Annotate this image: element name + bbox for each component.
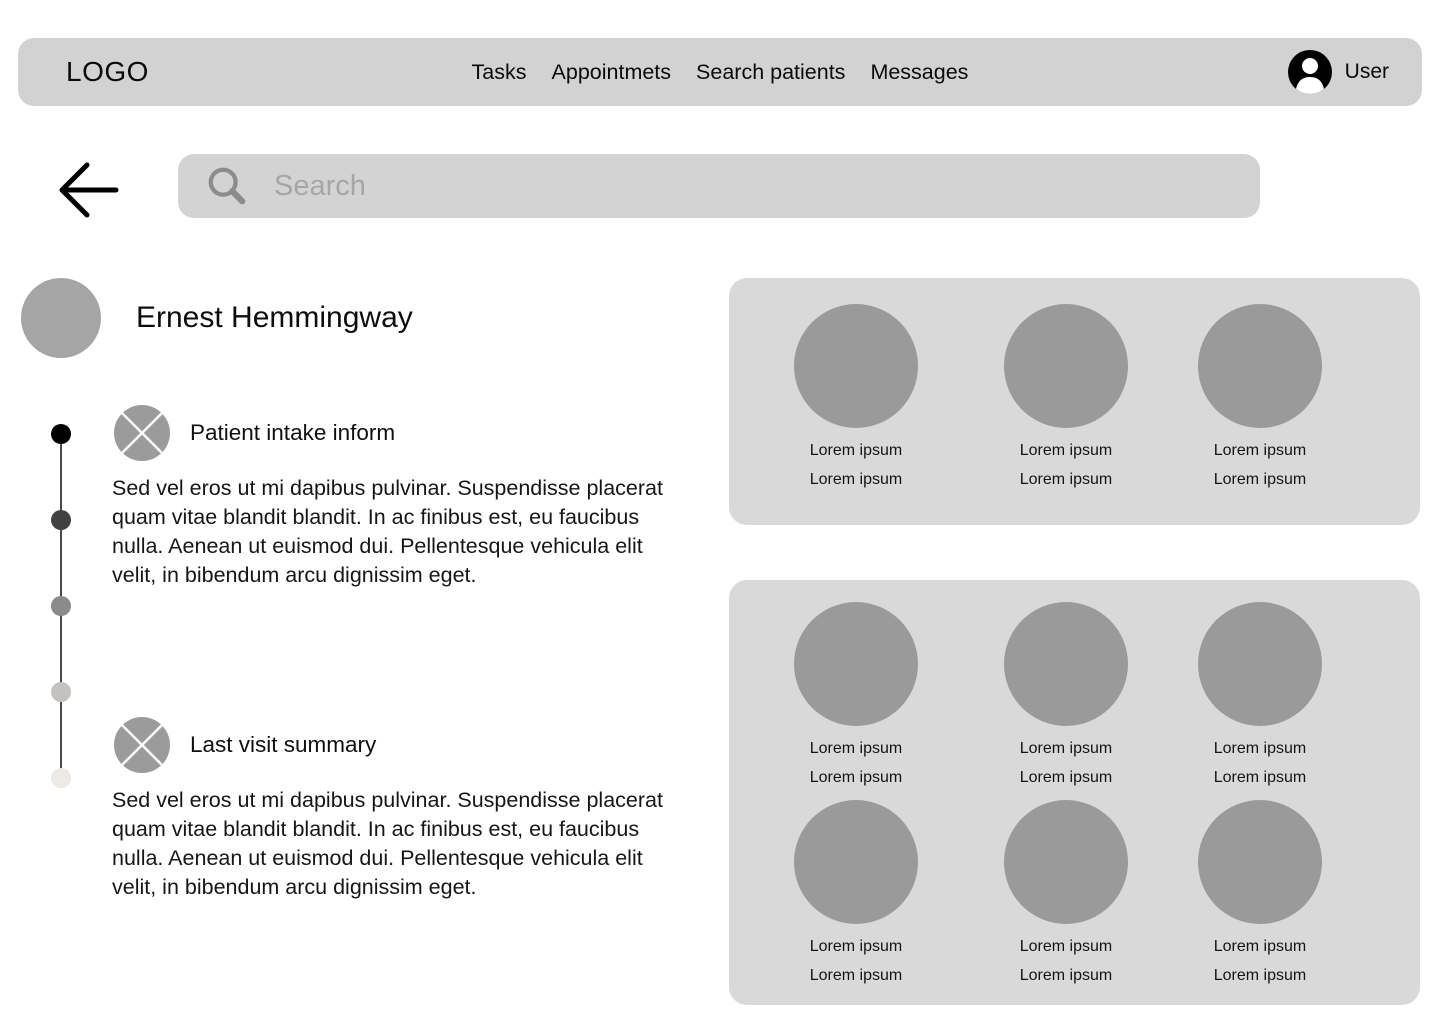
card-label: Lorem ipsum <box>1019 471 1113 488</box>
back-arrow-icon <box>56 158 120 222</box>
nav-item-search-patients[interactable]: Search patients <box>696 59 846 84</box>
user-menu[interactable] <box>1288 50 1389 94</box>
section-last-visit <box>114 717 376 773</box>
card-label: Lorem ipsum <box>809 967 903 984</box>
card-label: Lorem ipsum <box>809 471 903 488</box>
card-label: Lorem ipsum <box>1213 938 1307 955</box>
list-item[interactable] <box>1004 602 1128 797</box>
list-item[interactable] <box>1004 800 1128 995</box>
image-placeholder-circle <box>794 602 918 726</box>
card-label: Lorem ipsum <box>1019 740 1113 757</box>
image-placeholder-circle <box>1004 602 1128 726</box>
section-body-patient-intake: Sed vel eros ut mi dapibus pulvinar. Suspendisse placerat quam vitae blandit blandit. In ac finibus est, eu faucibus nulla. Aenean ut euismod dui. Pellentesque vehicula elit velit, in bibendum arcu dignissim eget. <box>112 476 663 587</box>
list-item[interactable] <box>794 800 918 995</box>
image-placeholder-circle <box>1198 304 1322 428</box>
user-avatar-icon <box>1288 50 1332 94</box>
image-placeholder-icon <box>114 717 170 773</box>
timeline-dot <box>51 682 71 702</box>
image-placeholder-circle <box>1198 800 1322 924</box>
card-label: Lorem ipsum <box>809 938 903 955</box>
patient-avatar <box>21 278 101 358</box>
section-title-last-visit: Last visit summary <box>190 732 377 757</box>
search-icon <box>206 165 248 207</box>
image-placeholder-circle <box>794 304 918 428</box>
patient-name: Ernest Hemmingway <box>136 301 413 334</box>
card-label: Lorem ipsum <box>1019 442 1113 459</box>
section-patient-intake <box>114 405 395 461</box>
image-placeholder-icon <box>114 405 170 461</box>
section-body-last-visit: Sed vel eros ut mi dapibus pulvinar. Suspendisse placerat quam vitae blandit blandit. In ac finibus est, eu faucibus nulla. Aenean ut euismod dui. Pellentesque vehicula elit velit, in bibendum arcu dignissim eget. <box>112 788 663 899</box>
card-label: Lorem ipsum <box>1019 938 1113 955</box>
nav-item-tasks[interactable]: Tasks <box>471 59 527 84</box>
image-placeholder-circle <box>1004 304 1128 428</box>
card-label: Lorem ipsum <box>1213 740 1307 757</box>
top-navbar <box>18 38 1422 106</box>
timeline-dot <box>51 424 71 444</box>
timeline-dot <box>51 510 71 530</box>
timeline-dot <box>51 768 71 788</box>
info-panel-bottom <box>729 580 1420 1005</box>
search-input[interactable] <box>274 154 1260 218</box>
image-placeholder-circle <box>1198 602 1322 726</box>
main-nav <box>472 60 969 85</box>
list-item[interactable] <box>1004 304 1128 499</box>
card-label: Lorem ipsum <box>1213 442 1307 459</box>
list-item[interactable] <box>1198 602 1322 797</box>
card-label: Lorem ipsum <box>1019 769 1113 786</box>
nav-item-appointments[interactable]: Appointmets <box>551 59 672 84</box>
image-placeholder-circle <box>1004 800 1128 924</box>
search-bar <box>178 154 1260 218</box>
image-placeholder-circle <box>794 800 918 924</box>
card-label: Lorem ipsum <box>809 740 903 757</box>
card-label: Lorem ipsum <box>809 442 903 459</box>
back-button[interactable] <box>56 158 120 222</box>
card-label: Lorem ipsum <box>1213 967 1307 984</box>
section-title-patient-intake: Patient intake inform <box>190 420 396 445</box>
list-item[interactable] <box>794 602 918 797</box>
card-label: Lorem ipsum <box>809 769 903 786</box>
list-item[interactable] <box>794 304 918 499</box>
card-label: Lorem ipsum <box>1019 967 1113 984</box>
card-label: Lorem ipsum <box>1213 471 1307 488</box>
card-label: Lorem ipsum <box>1213 769 1307 786</box>
user-label: User <box>1344 60 1389 83</box>
logo: LOGO <box>66 56 149 87</box>
list-item[interactable] <box>1198 800 1322 995</box>
nav-item-messages[interactable]: Messages <box>870 59 969 84</box>
timeline-dot <box>51 596 71 616</box>
list-item[interactable] <box>1198 304 1322 499</box>
info-panel-top <box>729 278 1420 525</box>
